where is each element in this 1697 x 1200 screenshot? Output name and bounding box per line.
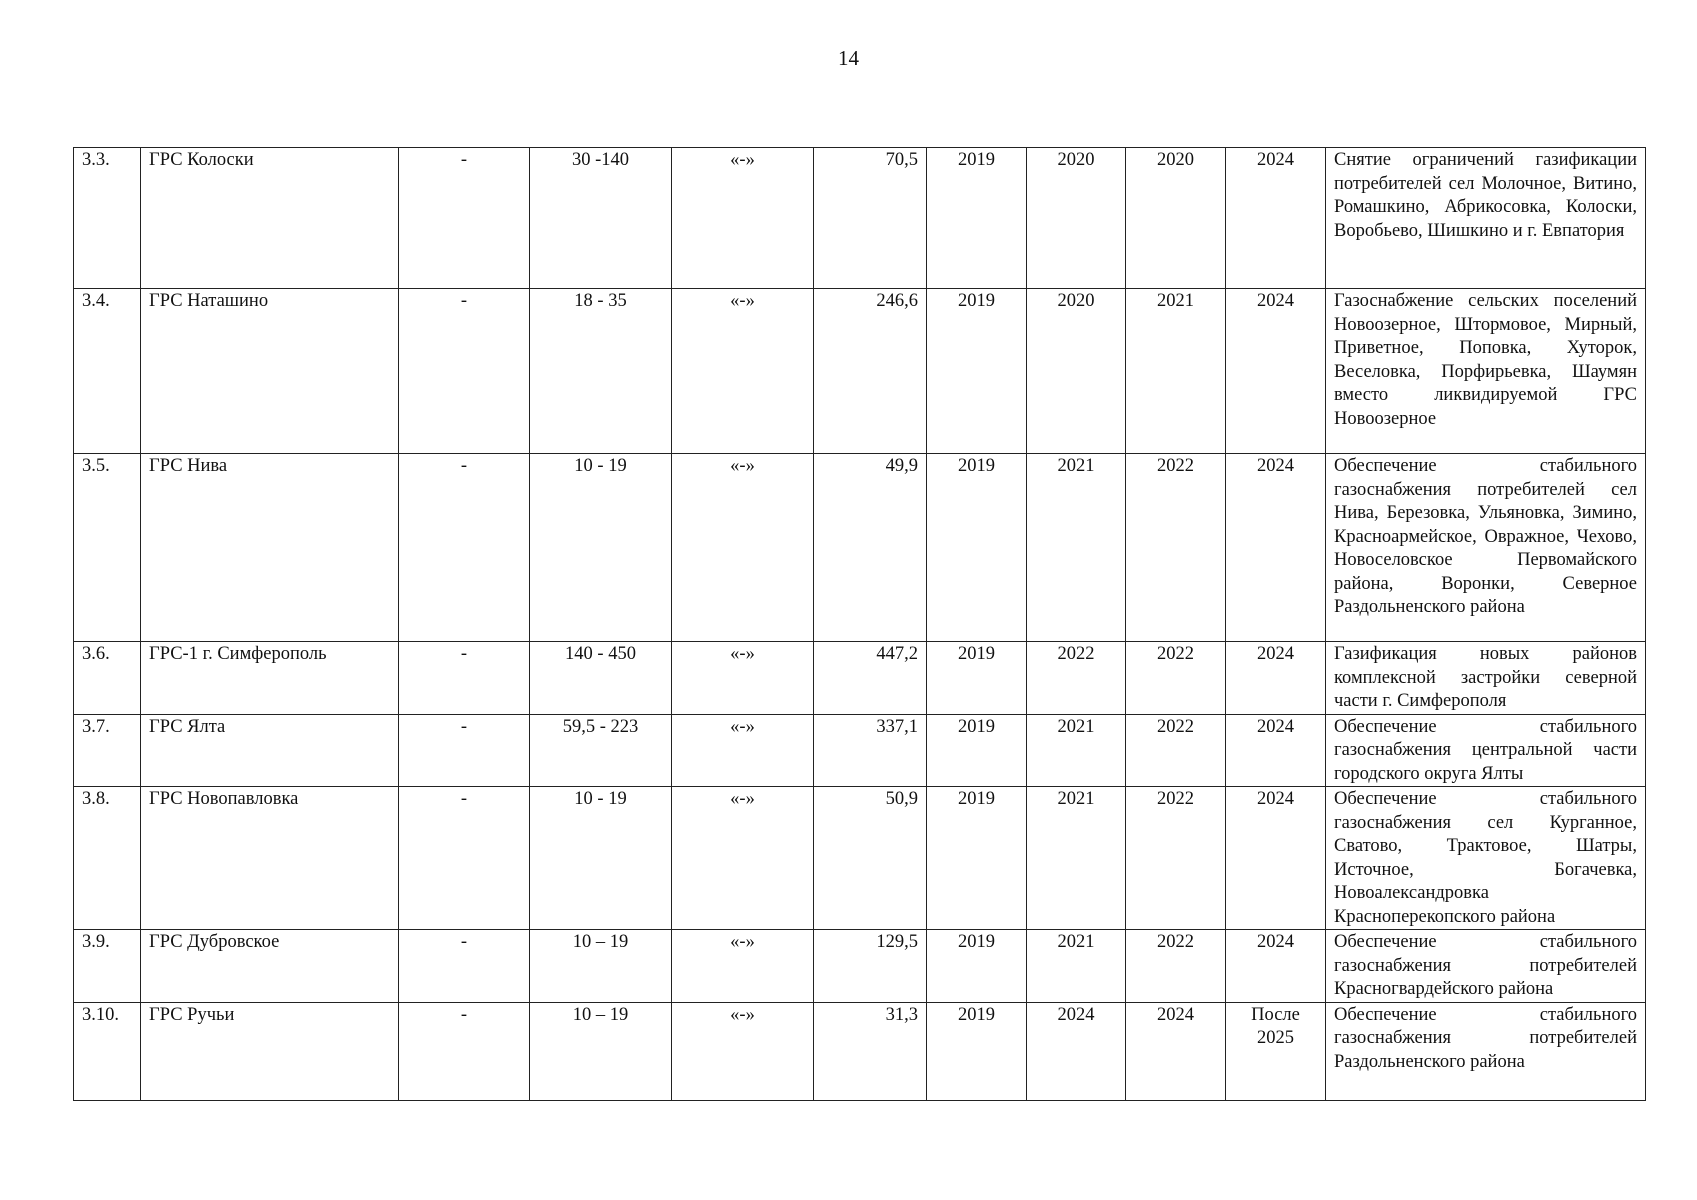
page-number: 14 <box>838 46 859 70</box>
row-number: 3.3. <box>74 148 141 289</box>
station-name: ГРС Наташино <box>141 289 399 454</box>
year-3: 2022 <box>1126 787 1226 930</box>
ditto-mark: «-» <box>672 787 814 930</box>
year-2: 2021 <box>1027 454 1126 642</box>
capacity-range: 10 - 19 <box>530 787 672 930</box>
capacity-range: 59,5 - 223 <box>530 714 672 787</box>
cost-value: 70,5 <box>814 148 927 289</box>
description: Обеспечение стабильного газоснабжения сел Курганное, Сватово, Трактовое, Шатры, Источное, Богачевка, Новоалександровка Красноперекопского района <box>1326 787 1646 930</box>
row-number: 3.7. <box>74 714 141 787</box>
table-row <box>74 930 1646 1003</box>
year-3: 2021 <box>1126 289 1226 454</box>
station-name: ГРС Ручьи <box>141 1002 399 1101</box>
year-2: 2021 <box>1027 930 1126 1003</box>
row-number: 3.10. <box>74 1002 141 1101</box>
description: Обеспечение стабильного газоснабжения потребителей Раздольненского района <box>1326 1002 1646 1101</box>
year-1: 2019 <box>927 787 1027 930</box>
row-number: 3.4. <box>74 289 141 454</box>
table-row <box>74 1002 1646 1101</box>
station-name: ГРС Дубровское <box>141 930 399 1003</box>
year-1: 2019 <box>927 289 1027 454</box>
year-4: После 2025 <box>1226 1002 1326 1101</box>
description: Снятие ограничений газификации потребителей сел Молочное, Витино, Ромашкино, Абрикосовка, Колоски, Воробьево, Шишкино и г. Евпатория <box>1326 148 1646 289</box>
year-1: 2019 <box>927 454 1027 642</box>
row-number: 3.5. <box>74 454 141 642</box>
ditto-mark: «-» <box>672 1002 814 1101</box>
ditto-mark: «-» <box>672 454 814 642</box>
row-number: 3.6. <box>74 642 141 715</box>
cost-value: 50,9 <box>814 787 927 930</box>
dash-cell: - <box>399 714 530 787</box>
capacity-range: 30 -140 <box>530 148 672 289</box>
year-2: 2020 <box>1027 289 1126 454</box>
station-name: ГРС Новопавловка <box>141 787 399 930</box>
dash-cell: - <box>399 787 530 930</box>
row-number: 3.9. <box>74 930 141 1003</box>
station-name: ГРС-1 г. Симферополь <box>141 642 399 715</box>
dash-cell: - <box>399 454 530 642</box>
table-row <box>74 454 1646 642</box>
capacity-range: 18 - 35 <box>530 289 672 454</box>
year-4: 2024 <box>1226 454 1326 642</box>
capacity-range: 10 - 19 <box>530 454 672 642</box>
year-2: 2022 <box>1027 642 1126 715</box>
year-1: 2019 <box>927 1002 1027 1101</box>
cost-value: 246,6 <box>814 289 927 454</box>
description: Обеспечение стабильного газоснабжения потребителей сел Нива, Березовка, Ульяновка, Зимино, Красноармейское, Овражное, Чехово, Новоселовское Первомайского района, Воронки, Северное Раздольненского района <box>1326 454 1646 642</box>
row-number: 3.8. <box>74 787 141 930</box>
year-3: 2024 <box>1126 1002 1226 1101</box>
description: Газификация новых районов комплексной застройки северной части г. Симферополя <box>1326 642 1646 715</box>
table-row <box>74 787 1646 930</box>
year-4: 2024 <box>1226 148 1326 289</box>
year-2: 2020 <box>1027 148 1126 289</box>
dash-cell: - <box>399 148 530 289</box>
dash-cell: - <box>399 289 530 454</box>
table-row <box>74 642 1646 715</box>
year-4: 2024 <box>1226 930 1326 1003</box>
dash-cell: - <box>399 1002 530 1101</box>
year-2: 2021 <box>1027 787 1126 930</box>
year-3: 2022 <box>1126 642 1226 715</box>
cost-value: 447,2 <box>814 642 927 715</box>
ditto-mark: «-» <box>672 289 814 454</box>
ditto-mark: «-» <box>672 714 814 787</box>
dash-cell: - <box>399 930 530 1003</box>
ditto-mark: «-» <box>672 930 814 1003</box>
cost-value: 337,1 <box>814 714 927 787</box>
ditto-mark: «-» <box>672 148 814 289</box>
ditto-mark: «-» <box>672 642 814 715</box>
table-row <box>74 289 1646 454</box>
table-row <box>74 148 1646 289</box>
gas-stations-table <box>73 147 1646 1101</box>
table-row <box>74 714 1646 787</box>
description: Газоснабжение сельских поселений Новоозерное, Штормовое, Мирный, Приветное, Поповка, Хуторок, Веселовка, Порфирьевка, Шаумян вместо ликвидируемой ГРС Новоозерное <box>1326 289 1646 454</box>
dash-cell: - <box>399 642 530 715</box>
description: Обеспечение стабильного газоснабжения потребителей Красногвардейского района <box>1326 930 1646 1003</box>
cost-value: 129,5 <box>814 930 927 1003</box>
year-4: 2024 <box>1226 642 1326 715</box>
year-1: 2019 <box>927 714 1027 787</box>
capacity-range: 10 – 19 <box>530 930 672 1003</box>
cost-value: 31,3 <box>814 1002 927 1101</box>
year-2: 2021 <box>1027 714 1126 787</box>
year-1: 2019 <box>927 642 1027 715</box>
year-1: 2019 <box>927 930 1027 1003</box>
station-name: ГРС Ялта <box>141 714 399 787</box>
year-3: 2022 <box>1126 714 1226 787</box>
capacity-range: 10 – 19 <box>530 1002 672 1101</box>
cost-value: 49,9 <box>814 454 927 642</box>
year-4: 2024 <box>1226 714 1326 787</box>
year-3: 2022 <box>1126 454 1226 642</box>
station-name: ГРС Нива <box>141 454 399 642</box>
capacity-range: 140 - 450 <box>530 642 672 715</box>
year-1: 2019 <box>927 148 1027 289</box>
station-name: ГРС Колоски <box>141 148 399 289</box>
description: Обеспечение стабильного газоснабжения центральной части городского округа Ялты <box>1326 714 1646 787</box>
year-3: 2022 <box>1126 930 1226 1003</box>
year-3: 2020 <box>1126 148 1226 289</box>
year-2: 2024 <box>1027 1002 1126 1101</box>
year-4: 2024 <box>1226 289 1326 454</box>
year-4: 2024 <box>1226 787 1326 930</box>
